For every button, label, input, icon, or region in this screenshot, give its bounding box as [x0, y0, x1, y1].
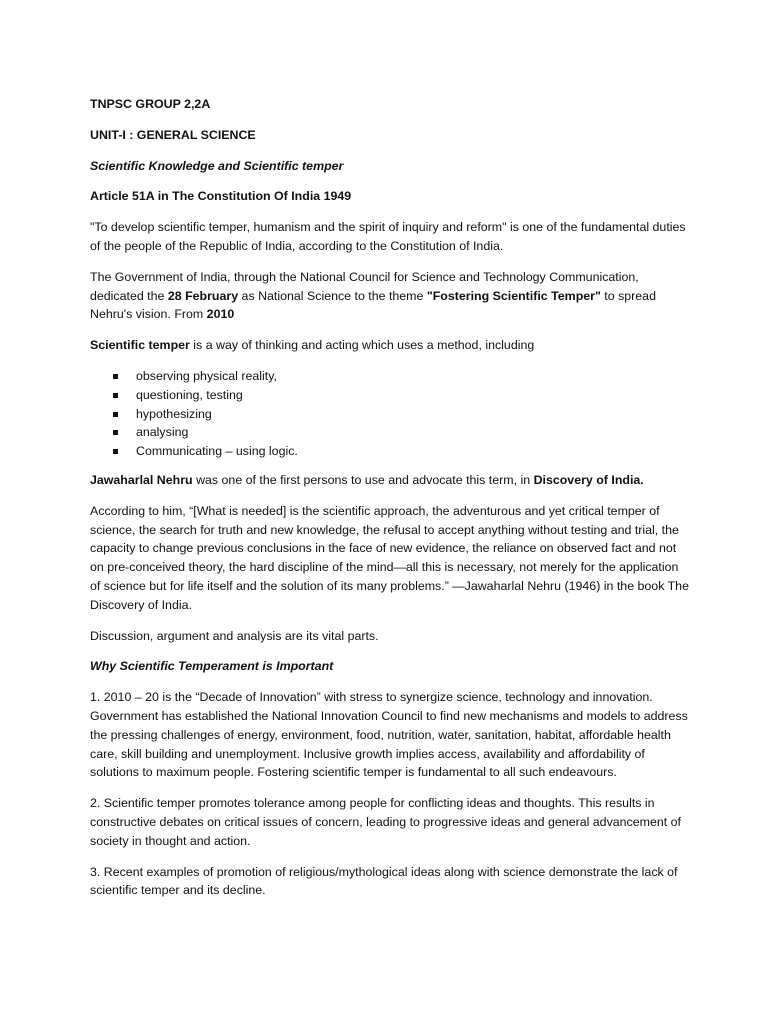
method-list	[90, 367, 690, 461]
square-bullet-icon	[113, 449, 118, 454]
list-item	[90, 386, 690, 405]
square-bullet-icon	[113, 412, 118, 417]
paragraph-nehru	[90, 471, 690, 490]
govt-text-2: as National Science to the theme	[238, 288, 427, 303]
list-item	[90, 423, 690, 442]
list-item-text: hypothesizing	[136, 406, 212, 421]
paragraph-nehru-quote: According to him, “[What is needed] is the scientific approach, the adventurous and yet critical temper of science, the search for truth and new knowledge, the refusal to accept anything without testing and trial, the capacity to change previous conclusions in the face of new evidence, the reliance on observed fact and not on pre-conceived theory, the hard discipline of the mind—all this is necessary, not merely for the application of science but for life itself and the solution of its many problems.” —Jawaharlal Nehru (1946) in the book The Discovery of India.	[90, 503, 689, 612]
paragraph-definition	[90, 336, 690, 355]
govt-theme: "Fostering Scientific Temper"	[426, 288, 601, 303]
heading-group: TNPSC GROUP 2,2A	[90, 97, 211, 111]
govt-date: 28 February	[167, 288, 239, 303]
nehru-book: Discovery of India.	[533, 472, 644, 487]
paragraph-fundamental-duty: "To develop scientific temper, humanism and the spirit of inquiry and reform" is one of the fundamental duties of the people of the Republic of India, according to the Constitution of India.	[90, 220, 686, 253]
document-body	[90, 95, 690, 912]
list-item	[90, 367, 690, 386]
govt-text-3: to spread Nehru's vision. From	[90, 288, 656, 322]
definition-text: is a way of thinking and acting which uses a method, including	[189, 338, 535, 353]
heading-why-important: Why Scientific Temperament is Important	[90, 659, 334, 674]
govt-text-1: The Government of India, through the National Council for Science and Technology Communication, dedicated the	[90, 269, 639, 303]
point-2: 2. Scientific temper promotes tolerance among people for conflicting ideas and thoughts. This results in constructive debates on critical issues of concern, leading to progressive ideas and general advancement of society in thought and action.	[90, 796, 681, 848]
heading-unit: UNIT-I : GENERAL SCIENCE	[90, 127, 256, 142]
paragraph-government	[90, 268, 690, 324]
govt-year: 2010	[206, 307, 235, 322]
list-item	[90, 405, 690, 424]
square-bullet-icon	[113, 393, 118, 398]
list-item-text: observing physical reality,	[136, 368, 277, 383]
square-bullet-icon	[113, 430, 118, 435]
point-3: 3. Recent examples of promotion of religious/mythological ideas along with science demonstrate the lack of scientific temper and its decline.	[90, 864, 678, 898]
square-bullet-icon	[113, 374, 118, 379]
nehru-text: was one of the first persons to use and advocate this term, in	[192, 472, 534, 487]
list-item	[90, 442, 690, 461]
heading-topic: Scientific Knowledge and Scientific temper	[90, 158, 344, 173]
list-item-text: Communicating – using logic.	[136, 444, 298, 459]
list-item-text: analysing	[136, 425, 189, 440]
list-item-text: questioning, testing	[136, 387, 243, 402]
point-1: 1. 2010 – 20 is the “Decade of Innovation” with stress to synergize science, technology and innovation. Government has established the National Innovation Council to find new mechanisms and models to address the pressing challenges of energy, environment, food, nutrition, water, sanitation, habitat, affordable health care, skill building and unemployment. Inclusive growth implies access, availability and affordability of solutions to maximum people. Fostering scientific temper is fundamental to all such endeavours.	[90, 690, 688, 780]
nehru-name: Jawaharlal Nehru	[90, 472, 193, 487]
heading-article: Article 51A in The Constitution Of India 1949	[90, 189, 352, 204]
definition-term: Scientific temper	[90, 338, 190, 353]
paragraph-discussion: Discussion, argument and analysis are its vital parts.	[90, 628, 379, 643]
